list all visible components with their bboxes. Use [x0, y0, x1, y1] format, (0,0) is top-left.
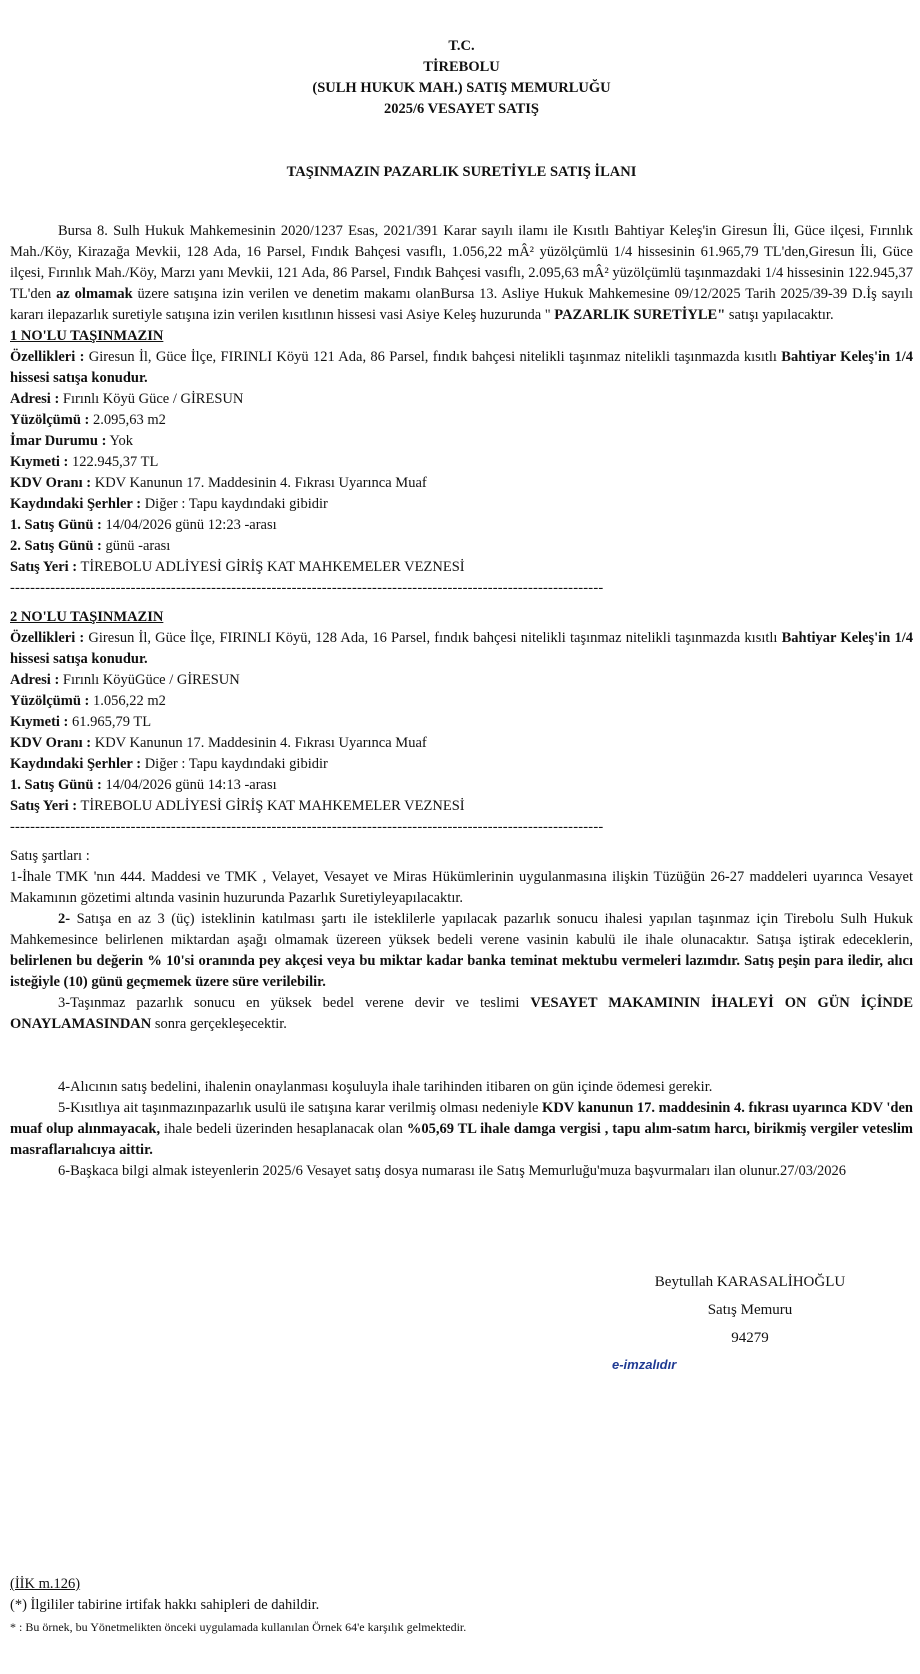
record-value: Diğer : Tapu kaydındaki gibidir — [141, 496, 328, 512]
place-label: Satış Yeri : — [10, 559, 78, 575]
property-2-sale-1 — [10, 775, 913, 796]
signer-name: Beytullah KARASALİHOĞLU — [654, 1274, 846, 1290]
intro-text-2: üzere satışına izin verilen ve denetim makamı olanBursa 13. Asliye Hukuk Mahkemesine 09/12/2025 Tarih 2025/39-39 D.İş sayılı kararı ilepazarlık suretiyle satışına izin verilen kısıtlının hissesi vasi Asiye Keleş huzurunda " — [10, 286, 913, 323]
property-2-section — [10, 607, 913, 838]
property-2-record — [10, 754, 913, 775]
separator-line: ---------------------------------------------------------------------------------------------------------------------- — [10, 580, 604, 596]
property-1-area — [10, 410, 913, 431]
features-text: Giresun İl, Güce İlçe, FIRINLI Köyü, 128 Ada, 16 Parsel, fındık bahçesi nitelikli taşınmaz nitelikli taşınmazda kısıtlı — [84, 630, 782, 646]
record-label: Kaydındaki Şerhler : — [10, 496, 142, 512]
features-label: Özellikleri : — [10, 630, 85, 646]
address-value: Fırınlı KöyüGüce / GİRESUN — [59, 672, 240, 688]
header-line-tc: T.C. — [448, 38, 475, 54]
address-label: Adresi : — [10, 672, 60, 688]
conditions-section — [10, 846, 913, 1182]
property-1-zoning — [10, 431, 913, 452]
area-value: 1.056,22 m2 — [89, 693, 166, 709]
document-page — [10, 0, 913, 1182]
condition-3-bold: VESAYET MAKAMININ İHALEYİ ON GÜN İÇİNDE ONAYLAMASINDAN — [10, 995, 913, 1032]
header-line-file: 2025/6 VESAYET SATIŞ — [383, 101, 539, 117]
footer-reference: (İİK m.126) — [10, 1576, 81, 1592]
value-label: Kıymeti : — [10, 454, 69, 470]
sale2-value: günü -arası — [101, 538, 171, 554]
header-line-city: TİREBOLU — [423, 59, 500, 75]
area-value: 2.095,63 m2 — [89, 412, 166, 428]
property-1-value — [10, 452, 913, 473]
condition-3 — [10, 993, 913, 1035]
condition-2-text: Satışa en az 3 (üç) isteklinin katılması şartı ile isteklilerle yapılacak pazarlık sonucu ihalesi yapılan taşınmaz için Tirebolu Sulh Hukuk Mahkemesince belirlenen miktardan aşağı olmamak üzereen yüksek bedeli verene vasinin kabulü ile ihale olunacaktır. Satışa iştirak edeceklerin, — [10, 911, 913, 948]
sale2-label: 2. Satış Günü : — [10, 538, 102, 554]
address-label: Adresi : — [10, 391, 60, 407]
kdv-label: KDV Oranı : — [10, 475, 92, 491]
condition-3-text: 3-Taşınmaz pazarlık sonucu en yüksek bedel verene devir ve teslimi — [58, 995, 531, 1011]
condition-3-end: sonra gerçekleşecektir. — [151, 1016, 287, 1032]
intro-paragraph — [10, 221, 913, 326]
condition-6: 6-Başkaca bilgi almak isteyenlerin 2025/6 Vesayet satış dosya numarası ile Satış Memurluğu'muza başvurmaları ilan olunur.27/03/2026 — [58, 1163, 847, 1179]
sale1-value: 14/04/2026 günü 12:23 -arası — [101, 517, 277, 533]
property-2-address — [10, 670, 913, 691]
signature-block — [600, 1268, 900, 1352]
kdv-label: KDV Oranı : — [10, 735, 92, 751]
condition-2 — [10, 909, 913, 993]
kdv-value: KDV Kanunun 17. Maddesinin 4. Fıkrası Uyarınca Muaf — [91, 475, 427, 491]
zoning-label: İmar Durumu : — [10, 433, 107, 449]
intro-text-1: Bursa 8. Sulh Hukuk Mahkemesinin 2020/1237 Esas, 2021/391 Karar sayılı ilamı ile Kısıtlı Bahtiyar Keleş'in Giresun İli, Güce ilçesi, Fırınlık Mah./Köy, Kirazağa Mevkii, 128 Ada, 16 Parsel, Fındık Bahçesi vasıflı, 1.056,22 mÂ² yüzölçümlü 1/4 hissesinin 61.965,79 TL'den,Giresun İli, Güce ilçesi, Fırınlık Mah./Köy, Marzı yanı Mevkii, 121 Ada, 86 Parsel, Fındık Bahçesi vasıflı, 2.095,63 mÂ² yüzölçümlü taşınmazdaki 1/4 hissesinin 122.945,37 TL'den — [10, 223, 913, 302]
value-label: Kıymeti : — [10, 714, 69, 730]
signer-role: Satış Memuru — [707, 1302, 793, 1318]
property-2-heading: 2 NO'LU TAŞINMAZIN — [10, 609, 164, 625]
property-1-section — [10, 326, 913, 599]
property-1-sale-2 — [10, 536, 913, 557]
property-2-place — [10, 796, 913, 817]
property-1-features — [10, 347, 913, 389]
condition-1: 1-İhale TMK 'nın 444. Maddesi ve TMK , Velayet, Vesayet ve Miras Hükümlerinin uygulanmasına ilişkin Tüzüğün 26-27 maddeleri uyarınca Vesayet Makamının gözetimi altında vasinin huzurunda Pazarlık Suretiyleyapılacaktır. — [10, 869, 913, 906]
footer — [10, 1574, 466, 1638]
property-1-place — [10, 557, 913, 578]
sale1-label: 1. Satış Günü : — [10, 517, 102, 533]
conditions-heading: Satış şartları : — [10, 848, 90, 864]
header-line-office: (SULH HUKUK MAH.) SATIŞ MEMURLUĞU — [312, 80, 611, 96]
sale1-value: 14/04/2026 günü 14:13 -arası — [101, 777, 277, 793]
condition-2-bold: belirlenen bu değerin % 10'si oranında pey akçesi veya bu miktar kadar banka teminat mektubu vermeleri lazımdır. Satış peşin para iledir, alıcı isteğiyle (10) günü geçmemek üzere süre verilebilir. — [10, 953, 913, 990]
property-1-heading: 1 NO'LU TAŞINMAZIN — [10, 328, 164, 344]
features-bold: Bahtiyar Keleş'in 1/4 hissesi satışa konudur. — [10, 630, 913, 667]
record-label: Kaydındaki Şerhler : — [10, 756, 142, 772]
condition-2-number: 2- — [58, 911, 71, 927]
place-label: Satış Yeri : — [10, 798, 78, 814]
footer-note-1: (*) İlgililer tabirine irtifak hakkı sahipleri de dahildir. — [10, 1597, 320, 1613]
property-1-address — [10, 389, 913, 410]
kdv-value: KDV Kanunun 17. Maddesinin 4. Fıkrası Uyarınca Muaf — [91, 735, 427, 751]
features-label: Özellikleri : — [10, 349, 85, 365]
sale1-label: 1. Satış Günü : — [10, 777, 102, 793]
condition-5 — [10, 1098, 913, 1161]
property-2-value — [10, 712, 913, 733]
condition-4: 4-Alıcının satış bedelini, ihalenin onaylanması koşuluyla ihale tarihinden itibaren on gün içinde ödemesi gerekir. — [58, 1079, 713, 1095]
features-bold: Bahtiyar Keleş'in 1/4 hissesi satışa konudur. — [10, 349, 913, 386]
document-header — [10, 36, 913, 120]
property-2-kdv — [10, 733, 913, 754]
condition-5-bold-1: KDV kanunun 17. maddesinin 4. fıkrası uyarınca KDV 'den muaf olup alınmayacak, — [10, 1100, 913, 1137]
footer-note-2: * : Bu örnek, bu Yönetmelikten önceki uygulamada kullanılan Örnek 64'e karşılık gelmektedir. — [10, 1620, 467, 1634]
address-value: Fırınlı Köyü Güce / GİRESUN — [59, 391, 244, 407]
intro-text-3: satışı yapılacaktır. — [725, 307, 834, 323]
signer-number: 94279 — [731, 1330, 769, 1346]
place-value: TİREBOLU ADLİYESİ GİRİŞ KAT MAHKEMELER VEZNESİ — [77, 798, 465, 814]
place-value: TİREBOLU ADLİYESİ GİRİŞ KAT MAHKEMELER VEZNESİ — [77, 559, 465, 575]
property-2-area — [10, 691, 913, 712]
intro-bold-1: az olmamak — [56, 286, 133, 302]
page-title: TAŞINMAZIN PAZARLIK SURETİYLE SATIŞ İLANI — [286, 164, 637, 180]
area-label: Yüzölçümü : — [10, 693, 90, 709]
e-signature-label: e-imzalıdır — [612, 1357, 677, 1372]
record-value: Diğer : Tapu kaydındaki gibidir — [141, 756, 328, 772]
value-value: 61.965,79 TL — [68, 714, 152, 730]
condition-5-text: 5-Kısıtlıya ait taşınmazınpazarlık usulü ile satışına karar verilmiş olması nedeniyle — [58, 1100, 543, 1116]
condition-5-mid: ihale bedeli üzerinden hesaplanacak olan — [160, 1121, 407, 1137]
property-1-sale-1 — [10, 515, 913, 536]
value-value: 122.945,37 TL — [68, 454, 159, 470]
zoning-value: Yok — [106, 433, 134, 449]
condition-5-bold-2: %05,69 TL ihale damga vergisi , tapu alım-satım harcı, birikmiş vergiler veteslim masraflarıalıcıya aittir. — [10, 1121, 913, 1158]
property-1-kdv — [10, 473, 913, 494]
separator-line: ---------------------------------------------------------------------------------------------------------------------- — [10, 819, 604, 835]
intro-bold-2: PAZARLIK SURETİYLE" — [554, 307, 726, 323]
features-text: Giresun İl, Güce İlçe, FIRINLI Köyü 121 Ada, 86 Parsel, fındık bahçesi nitelikli taşınmaz nitelikli taşınmazda kısıtlı — [84, 349, 782, 365]
area-label: Yüzölçümü : — [10, 412, 90, 428]
property-2-features — [10, 628, 913, 670]
property-1-record — [10, 494, 913, 515]
